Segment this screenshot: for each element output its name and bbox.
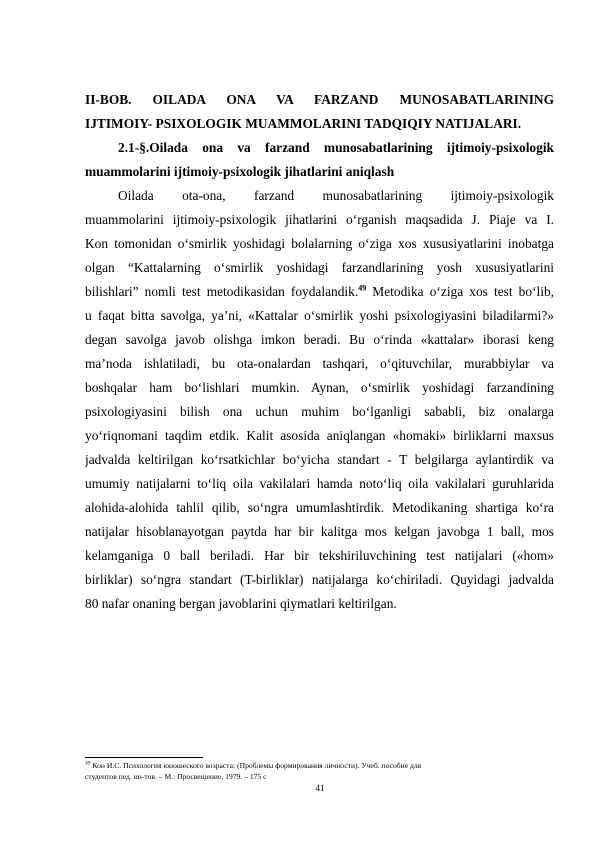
footnote — [85, 760, 554, 782]
paragraph-line: birliklar) so‘ngra standart (T-birliklar) natijalarga ko‘chiriladi. Quyidagi jadvalda — [85, 572, 554, 587]
paragraph-line: 80 nafar onaning bergan javoblarini qiymatlari keltirilgan. — [85, 596, 397, 611]
paragraph-line: natijalar hisoblanayotgan paytda har bir kalitga mos kelgan javobga 1 ball, mos — [85, 524, 554, 539]
chapter-title-line-2: IJTIMOIY- PSIXOLOGIK MUAMMOLARINI TADQIQIY NATIJALARI. — [85, 116, 522, 131]
paragraph-line: muammolarini ijtimoiy-psixologik jihatlarini o‘rganish maqsadida J. Piaje va I. — [85, 212, 554, 227]
page-body — [85, 88, 554, 616]
section-title-line-2: muammolarini ijtimoiy-psixologik jihatlarini aniqlash — [85, 164, 395, 179]
page-number: 41 — [315, 783, 325, 793]
paragraph-line: boshqalar ham bo‘lishlari mumkin. Aynan, o‘smirlik yoshidagi farzandining — [85, 380, 554, 395]
paragraph-line: degan savolga javob olishga imkon beradi. Bu o‘rinda «kattalar» iborasi keng — [85, 332, 554, 347]
paragraph-line: Kon tomonidan o‘smirlik yoshidagi bolalarning o‘ziga xos xususiyatlarini inobatga — [85, 236, 554, 251]
footnote-text: Кон И.С. Психология юношеского возраста: (Проблемы формирования личности). Учеб. пособие для — [90, 761, 422, 770]
paragraph-line: alohida-alohida tahlil qilib, so‘ngra umumlashtirdik. Metodikaning shartiga ko‘ra — [85, 500, 554, 515]
footnote-number: 49 — [85, 760, 91, 767]
footnote-line-1 — [85, 760, 554, 771]
section-title-line-1: 2.1-§.Oilada ona va farzand munosabatlarining ijtimoiy-psixologik — [118, 140, 554, 155]
paragraph-text: Metodika o‘ziga xos test bo‘lib, — [366, 284, 554, 299]
paragraph-line: ma’noda ishlatiladi, bu ota-onalardan tashqari, o‘qituvchilar, murabbiylar va — [85, 356, 554, 371]
footnote-reference[interactable]: 49 — [358, 283, 367, 293]
paragraph-line: psixologiyasini bilish ona uchun muhim bo‘lganligi sababli, biz onalarga — [85, 404, 554, 419]
paragraph-line-with-footnote — [85, 280, 554, 304]
paragraph-text: bilishlari” nomli test metodikasidan foydalandik. — [85, 284, 359, 299]
footnote-divider — [85, 757, 203, 758]
paragraph-line: u faqat bitta savolga, ya’ni, «Kattalar o‘smirlik yoshi psixologiyasini biladilarmi?» — [85, 308, 554, 323]
paragraph-line: umumiy natijalarni to‘liq oila vakilalari hamda noto‘liq oila vakilalari guruhlarida — [85, 476, 554, 491]
paragraph-line: kelamganiga 0 ball beriladi. Har bir tekshiriluvchining test natijalari («hom» — [85, 548, 554, 563]
paragraph-line: yo‘riqnomani taqdim etdik. Kalit asosida aniqlangan «homaki» birliklarni maxsus — [85, 428, 554, 443]
chapter-title-line-1: II-BOB. OILADA ONA VA FARZAND MUNOSABATLARINING — [85, 92, 554, 107]
paragraph-line: olgan “Kattalarning o‘smirlik yoshidagi farzandlarining yosh xususiyatlarini — [85, 260, 554, 275]
footnote-line-2: студентов пед. ин-тов. – М.: Просвещение, 1979. – 175 с — [85, 772, 267, 781]
paragraph-line: Oilada ota-ona, farzand munosabatlarining ijtimoiy-psixologik — [118, 188, 554, 203]
paragraph-line: jadvalda keltirilgan ko‘rsatkichlar bo‘yicha standart - T belgilarga aylantirdik va — [85, 452, 554, 467]
